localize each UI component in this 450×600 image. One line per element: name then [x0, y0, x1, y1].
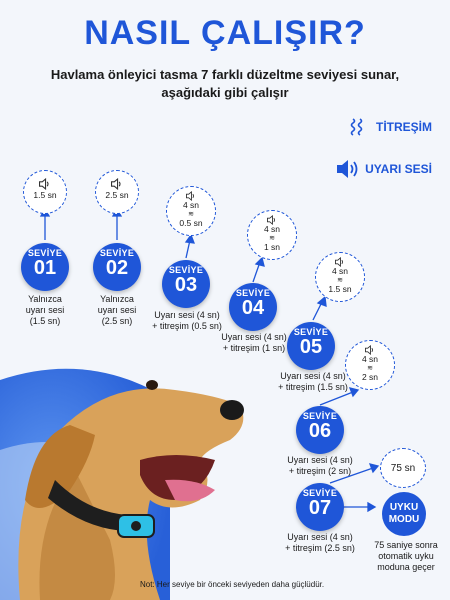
bubble-level-4: [247, 210, 297, 260]
level-word: SEVİYE: [99, 248, 135, 258]
level-number: 04: [241, 297, 265, 319]
footer-note: Not: Her seviye bir önceki seviyeden daha güçlüdür.: [140, 580, 325, 589]
level-number: 06: [308, 420, 332, 442]
bubble-vibration-time: 1.5 sn: [328, 284, 352, 294]
bubble-sound-time: 4 sn: [361, 354, 379, 364]
level-06-description: Uyarı sesi (4 sn) + titreşim (2 sn): [287, 455, 353, 476]
sleep-mode-badge: UYKU MODU: [382, 492, 426, 536]
vibration-icon: ≋: [269, 235, 275, 242]
level-06: [296, 406, 344, 454]
bubble-sound-time: 2.5 sn: [105, 190, 129, 200]
level-word: SEVİYE: [27, 248, 63, 258]
bubble-level-2: [95, 170, 139, 214]
level-number: 01: [33, 257, 57, 279]
bubble-vibration-time: 2 sn: [361, 372, 379, 382]
bubble-sound-time: 4 sn: [331, 266, 349, 276]
vibration-icon: ≋: [367, 365, 373, 372]
subtitle-line-1: Havlama önleyici tasma 7 farklı düzeltme seviyesi sunar,: [50, 67, 400, 82]
level-04: [229, 283, 277, 331]
bubble-level-3: [166, 186, 216, 236]
bubble-level-1: [23, 170, 67, 214]
level-word: SEVİYE: [235, 288, 271, 298]
level-04-description: Uyarı sesi (4 sn) + titreşim (1 sn): [221, 332, 287, 353]
speaker-icon: [38, 178, 52, 190]
level-word: SEVİYE: [302, 411, 338, 421]
page-title: NASIL ÇALIŞIR?: [84, 14, 366, 52]
level-07-description: Uyarı sesi (4 sn) + titreşim (2.5 sn): [285, 532, 355, 553]
level-word: SEVİYE: [293, 327, 329, 337]
level-05-description: Uyarı sesi (4 sn) + titreşim (1.5 sn): [278, 371, 348, 392]
level-03: [162, 260, 210, 308]
bubble-vibration-time: 0.5 sn: [179, 218, 203, 228]
speaker-icon: [110, 178, 124, 190]
bubble-sound-time: 4 sn: [263, 224, 281, 234]
level-word: SEVİYE: [302, 488, 338, 498]
vibration-icon: ≋: [188, 211, 194, 218]
level-number: 07: [308, 497, 332, 519]
vibration-icon: ≋: [337, 277, 343, 284]
legend-vibration-label: TİTREŞİM: [376, 120, 432, 134]
bubble-vibration-time: 1 sn: [263, 242, 281, 252]
level-number: 05: [299, 336, 323, 358]
legend-sound-label: UYARI SESİ: [365, 162, 432, 176]
level-number: 03: [174, 274, 198, 296]
level-02: [93, 243, 141, 291]
bubble-sound-time: 4 sn: [182, 200, 200, 210]
level-01: [21, 243, 69, 291]
level-07: [296, 483, 344, 531]
level-number: 02: [105, 257, 129, 279]
level-03-description: Uyarı sesi (4 sn) + titreşim (0.5 sn): [152, 310, 222, 331]
level-word: SEVİYE: [168, 265, 204, 275]
subtitle-line-2: aşağıdaki gibi çalışır: [161, 85, 289, 100]
sleep-timer-bubble: [380, 448, 426, 488]
level-02-description: Yalnızca uyarı sesi (2.5 sn): [97, 294, 137, 326]
level-01-description: Yalnızca uyarı sesi (1.5 sn): [25, 294, 65, 326]
sleep-timer: 75 sn: [390, 463, 416, 474]
bubble-sound-time: 1.5 sn: [33, 190, 57, 200]
sleep-description: 75 saniye sonra otomatik uyku moduna geçer: [374, 540, 438, 572]
bubble-level-5: [315, 252, 365, 302]
